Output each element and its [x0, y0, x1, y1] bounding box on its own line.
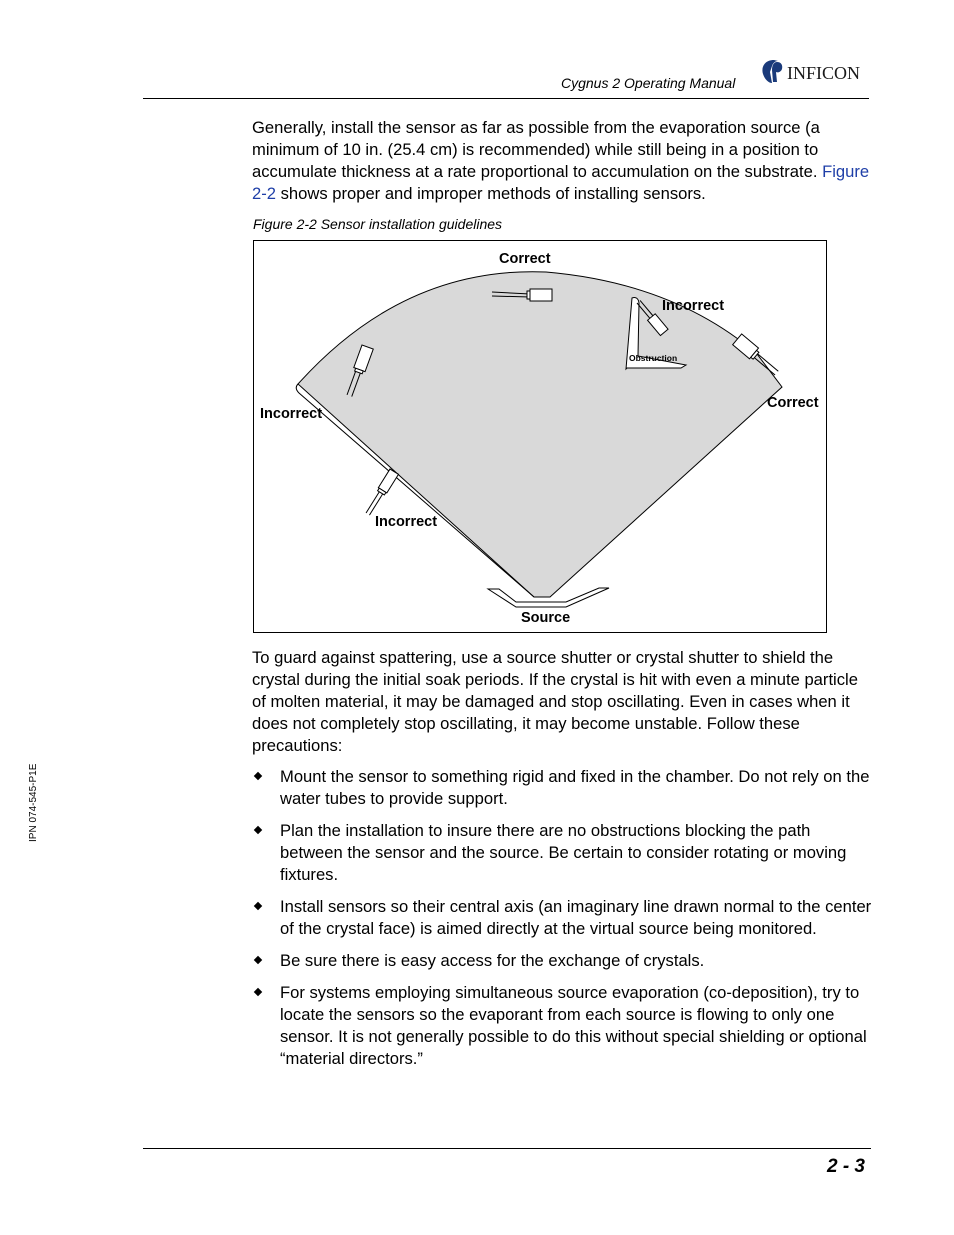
intro-text-tail: shows proper and improper methods of installing sensors.: [275, 184, 706, 203]
bullet-diamond-icon: [254, 956, 262, 964]
inficon-logo-wordmark: INFICON: [787, 63, 861, 83]
label-obstruction: Obstruction: [629, 353, 678, 363]
list-item: Plan the installation to insure there are no obstructions blocking the path between the sensor and the source. Be certain to consider rotating or moving fixtures.: [252, 820, 872, 886]
label-incorrect-top-right: Incorrect: [662, 298, 725, 314]
label-source: Source: [521, 610, 571, 626]
page-number: 2 - 3: [826, 1156, 865, 1177]
label-incorrect-lower: Incorrect: [375, 514, 438, 530]
precautions-list: [252, 766, 872, 1080]
sensor-installation-figure: [253, 240, 827, 633]
figure-2-2-link[interactable]: Figure 2-2: [252, 162, 870, 203]
label-correct-right: Correct: [767, 395, 819, 411]
manual-title: Cygnus 2 Operating Manual: [561, 75, 736, 91]
inficon-logo: [760, 58, 875, 86]
bullet-diamond-icon: [254, 988, 262, 996]
inficon-logo-mark: [762, 60, 782, 83]
spattering-paragraph: To guard against spattering, use a source shutter or crystal shutter to shield the crystal during the initial soak periods. If the crystal is hit with even a minute particle of molten material, it may be damaged and stop oscillating. Even in cases when it does not completely stop oscillating, it may become unstable. Follow these precautions:: [252, 648, 858, 755]
header-rule: [143, 98, 869, 99]
footer-rule: [143, 1148, 871, 1149]
label-incorrect-left: Incorrect: [260, 406, 323, 422]
intro-paragraph: [252, 117, 872, 205]
side-part-number: IPN 074-545-P1E: [28, 763, 39, 842]
figure-caption: Figure 2-2 Sensor installation guidelines: [253, 216, 503, 232]
list-item: Install sensors so their central axis (an imaginary line drawn normal to the center of the crystal face) is aimed directly at the virtual source being monitored.: [252, 896, 872, 940]
bullet-diamond-icon: [254, 826, 262, 834]
intro-text: Generally, install the sensor as far as possible from the evaporation source (a minimum of 10 in. (25.4 cm) is recommended) while still being in a position to accumulate thickness at a rate proportional to accumulation on the substrate.: [252, 118, 820, 181]
list-item: Be sure there is easy access for the exchange of crystals.: [252, 950, 872, 972]
label-correct-top: Correct: [499, 251, 551, 267]
deposition-zone: [298, 272, 782, 597]
sensor-lower-incorrect: [364, 469, 399, 517]
bullet-diamond-icon: [254, 772, 262, 780]
list-item: For systems employing simultaneous source evaporation (co-deposition), try to locate the sensors so the evaporant from each source is flowing to only one sensor. It is not generally possible to do this without special shielding or optional “material directors.”: [252, 982, 872, 1070]
bullet-diamond-icon: [254, 902, 262, 910]
list-item: Mount the sensor to something rigid and fixed in the chamber. Do not rely on the water tubes to provide support.: [252, 766, 872, 810]
